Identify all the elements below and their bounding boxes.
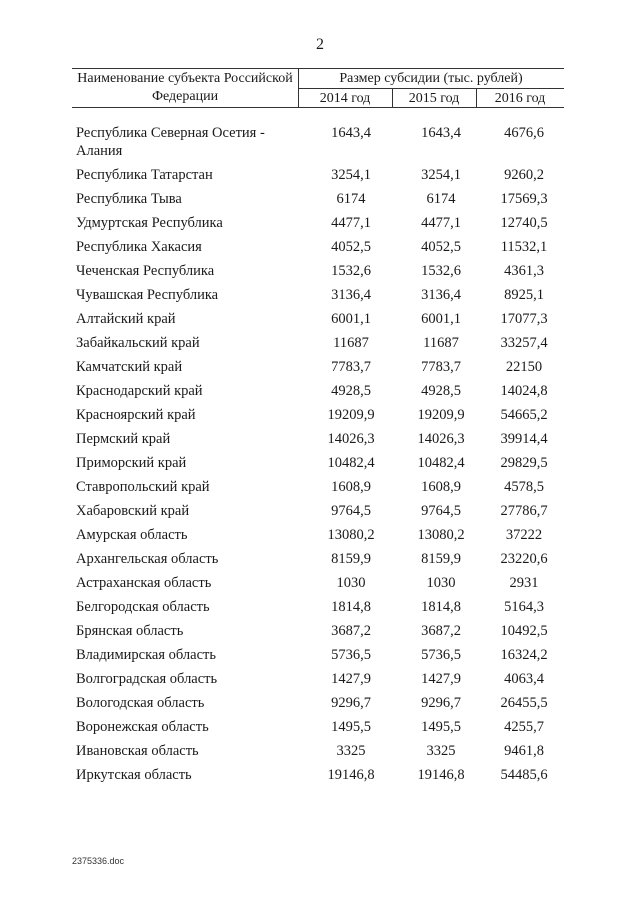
region-name: Брянская область — [76, 623, 184, 639]
value-2014: 4052,5 — [331, 239, 371, 255]
value-2015: 6174 — [426, 191, 456, 207]
value-2014: 3254,1 — [331, 167, 371, 183]
value-2016: 9461,8 — [504, 743, 544, 759]
region-name: Воронежская область — [76, 719, 209, 735]
value-2014: 1495,5 — [331, 719, 371, 735]
table-row — [76, 646, 566, 664]
table-row — [76, 406, 566, 424]
value-2015: 3687,2 — [421, 623, 461, 639]
region-name: Чувашская Республика — [76, 287, 219, 303]
value-2016: 9260,2 — [504, 167, 544, 183]
table-row — [76, 478, 566, 496]
table-row — [76, 430, 566, 448]
table-row — [76, 718, 566, 736]
table-row — [76, 622, 566, 640]
region-name: Иркутская область — [76, 767, 192, 783]
region-name: Владимирская область — [76, 647, 216, 663]
value-2016: 26455,5 — [500, 695, 548, 711]
value-2016: 8925,1 — [504, 287, 544, 303]
region-name: Республика Тыва — [76, 191, 182, 207]
value-2016: 12740,5 — [500, 215, 548, 231]
table-row — [76, 358, 566, 376]
table-row — [76, 214, 566, 232]
value-2015: 10482,4 — [417, 455, 465, 471]
region-name: Забайкальский край — [76, 335, 200, 351]
value-2014: 3687,2 — [331, 623, 371, 639]
value-2016: 27786,7 — [500, 503, 548, 519]
value-2016: 17569,3 — [500, 191, 548, 207]
region-name: Ставропольский край — [76, 479, 210, 495]
value-2014: 1532,6 — [331, 263, 371, 279]
header-top-rule — [72, 68, 564, 69]
table-row — [76, 550, 566, 568]
region-name: Республика Хакасия — [76, 239, 202, 255]
table-row — [76, 766, 566, 784]
value-2015: 4928,5 — [421, 383, 461, 399]
region-name: Хабаровский край — [76, 503, 190, 519]
value-2016: 14024,8 — [500, 383, 548, 399]
value-2016: 11532,1 — [500, 239, 548, 255]
region-name: Удмуртская Республика — [76, 215, 223, 231]
header-sub-rule — [298, 88, 564, 89]
table-header — [72, 68, 564, 108]
table-row — [76, 166, 566, 184]
value-2014: 1030 — [336, 575, 366, 591]
region-name: Ивановская область — [76, 743, 199, 759]
value-2016: 4676,6 — [504, 125, 544, 141]
table-row — [76, 574, 566, 592]
region-name: Красноярский край — [76, 407, 196, 423]
region-name: Вологодская область — [76, 695, 205, 711]
subsidy-table-body — [76, 124, 566, 790]
region-name: Камчатский край — [76, 359, 183, 375]
table-row — [76, 526, 566, 544]
table-row — [76, 670, 566, 688]
table-row — [76, 742, 566, 760]
region-name: Республика Татарстан — [76, 167, 213, 183]
table-row — [76, 190, 566, 208]
header-year-2014: 2014 год — [319, 91, 371, 106]
table-row — [76, 598, 566, 616]
value-2015: 4052,5 — [421, 239, 461, 255]
value-2016: 54665,2 — [500, 407, 548, 423]
value-2015: 9764,5 — [421, 503, 461, 519]
value-2015: 1030 — [426, 575, 456, 591]
table-row — [76, 238, 566, 256]
value-2016: 4578,5 — [504, 479, 544, 495]
value-2015: 5736,5 — [421, 647, 461, 663]
value-2015: 1643,4 — [421, 125, 461, 141]
region-name: Амурская область — [76, 527, 188, 543]
value-2015: 13080,2 — [417, 527, 465, 543]
table-row — [76, 694, 566, 712]
region-name: Республика Северная Осетия - Алания — [76, 125, 265, 159]
value-2014: 14026,3 — [327, 431, 375, 447]
value-2014: 1427,9 — [331, 671, 371, 687]
value-2015: 4477,1 — [421, 215, 461, 231]
region-name: Чеченская Республика — [76, 263, 215, 279]
value-2014: 7783,7 — [331, 359, 371, 375]
value-2014: 4477,1 — [331, 215, 371, 231]
value-2015: 1814,8 — [421, 599, 461, 615]
table-row — [76, 382, 566, 400]
value-2014: 19146,8 — [327, 767, 375, 783]
region-name: Белгородская область — [76, 599, 210, 615]
header-year-2016: 2016 год — [494, 91, 546, 106]
value-2016: 2931 — [509, 575, 539, 591]
value-2016: 10492,5 — [500, 623, 548, 639]
value-2016: 23220,6 — [500, 551, 548, 567]
value-2016: 5164,3 — [504, 599, 544, 615]
value-2014: 9296,7 — [331, 695, 371, 711]
value-2014: 3325 — [336, 743, 366, 759]
value-2015: 14026,3 — [417, 431, 465, 447]
value-2014: 19209,9 — [327, 407, 375, 423]
table-row — [76, 262, 566, 280]
value-2016: 4361,3 — [504, 263, 544, 279]
value-2015: 3254,1 — [421, 167, 461, 183]
region-name: Архангельская область — [76, 551, 219, 567]
region-name: Волгоградская область — [76, 671, 218, 687]
value-2014: 6174 — [336, 191, 366, 207]
page-number: 2 — [316, 36, 324, 53]
table-row — [76, 502, 566, 520]
region-name: Краснодарский край — [76, 383, 203, 399]
value-2015: 6001,1 — [421, 311, 461, 327]
header-region-name: Наименование субъекта Российской Федерации — [77, 71, 293, 104]
value-2014: 13080,2 — [327, 527, 375, 543]
value-2015: 1427,9 — [421, 671, 461, 687]
value-2016: 17077,3 — [500, 311, 548, 327]
value-2016: 33257,4 — [500, 335, 548, 351]
value-2014: 11687 — [333, 335, 369, 351]
value-2014: 4928,5 — [331, 383, 371, 399]
value-2015: 1495,5 — [421, 719, 461, 735]
value-2015: 11687 — [423, 335, 459, 351]
region-name: Алтайский край — [76, 311, 176, 327]
header-year-2015: 2015 год — [408, 91, 460, 106]
value-2015: 9296,7 — [421, 695, 461, 711]
table-row — [76, 310, 566, 328]
document-id: 2375336.doc — [72, 856, 125, 866]
table-row — [76, 286, 566, 304]
value-2014: 9764,5 — [331, 503, 371, 519]
value-2015: 3136,4 — [421, 287, 461, 303]
value-2016: 39914,4 — [500, 431, 548, 447]
value-2015: 1608,9 — [421, 479, 461, 495]
region-name: Приморский край — [76, 455, 187, 471]
value-2014: 3136,4 — [331, 287, 371, 303]
value-2016: 29829,5 — [500, 455, 548, 471]
value-2016: 37222 — [505, 527, 543, 543]
value-2015: 19209,9 — [417, 407, 465, 423]
value-2016: 4255,7 — [504, 719, 544, 735]
table-row — [76, 454, 566, 472]
value-2014: 6001,1 — [331, 311, 371, 327]
table-row — [76, 124, 566, 160]
value-2014: 1814,8 — [331, 599, 371, 615]
region-name: Пермский край — [76, 431, 171, 447]
value-2016: 22150 — [505, 359, 543, 375]
value-2015: 8159,9 — [421, 551, 461, 567]
value-2015: 3325 — [426, 743, 456, 759]
value-2015: 19146,8 — [417, 767, 465, 783]
value-2014: 10482,4 — [327, 455, 375, 471]
value-2016: 4063,4 — [504, 671, 544, 687]
value-2015: 1532,6 — [421, 263, 461, 279]
value-2014: 1608,9 — [331, 479, 371, 495]
value-2014: 5736,5 — [331, 647, 371, 663]
value-2016: 54485,6 — [500, 767, 548, 783]
value-2016: 16324,2 — [500, 647, 548, 663]
value-2014: 8159,9 — [331, 551, 371, 567]
value-2015: 7783,7 — [421, 359, 461, 375]
region-name: Астраханская область — [76, 575, 212, 591]
table-row — [76, 334, 566, 352]
value-2014: 1643,4 — [331, 125, 371, 141]
header-subsidy-amount: Размер субсидии (тыс. рублей) — [339, 71, 523, 86]
